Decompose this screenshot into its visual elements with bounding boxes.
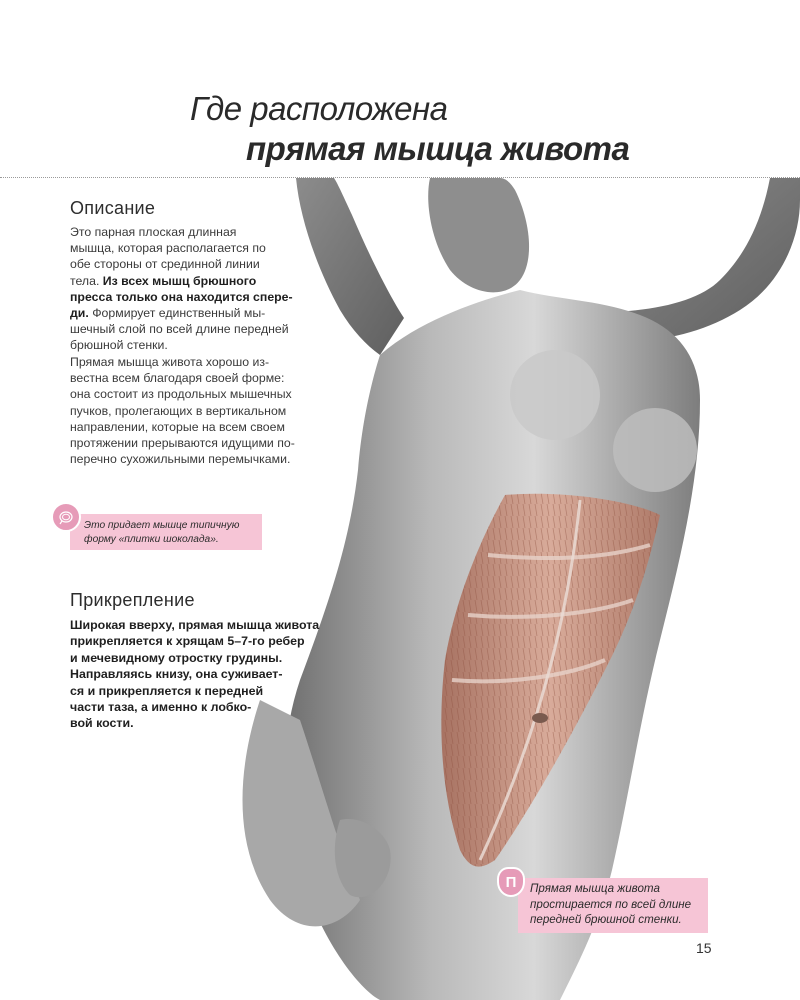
text-line: части таза, а именно к лобко- bbox=[70, 700, 252, 715]
text-line: брюшной стенки. bbox=[70, 338, 168, 353]
navel-shape bbox=[532, 713, 548, 723]
text-line: она состоит из продольных мышечных bbox=[70, 387, 292, 402]
emphasis-text: пресса только она находится спере- bbox=[70, 289, 293, 304]
text-line: протяжении прерываются идущими по- bbox=[70, 436, 295, 451]
description-paragraph-1 bbox=[70, 224, 293, 354]
title-divider bbox=[0, 177, 800, 178]
breast-left-shape bbox=[510, 350, 600, 440]
text-line: направлении, которые на всем своем bbox=[70, 419, 285, 434]
left-arm-shape bbox=[296, 178, 404, 355]
text-line: мышца, которая располагается по bbox=[70, 241, 266, 256]
text-line: и мечевидному отростку грудины. bbox=[70, 650, 283, 665]
text-line: ся и прикрепляется к передней bbox=[70, 683, 264, 698]
note-line: форму «плитки шоколада». bbox=[84, 534, 219, 545]
text-line: Это парная плоская длинная bbox=[70, 225, 237, 239]
text-line bbox=[70, 289, 293, 305]
text-line: пучков, пролегающих в вертикальном bbox=[70, 403, 287, 418]
section-heading-description: Описание bbox=[70, 198, 156, 218]
text-line: Прямая мышца живота хорошо из- bbox=[70, 355, 270, 369]
note-line: передней брюшной стенки. bbox=[530, 913, 682, 926]
emphasis-text: ди. bbox=[70, 306, 89, 321]
breast-right-shape bbox=[613, 408, 697, 492]
text-line: вой кости. bbox=[70, 716, 134, 731]
text-line: шечный слой по всей длине передней bbox=[70, 322, 289, 337]
emphasis-text: Из всех мышц брюшного bbox=[102, 273, 257, 288]
description-paragraph-2 bbox=[70, 354, 295, 467]
text-line: вестна всем благодаря своей форме: bbox=[70, 371, 285, 386]
fingerprint-icon bbox=[51, 502, 81, 532]
text-line: Направляясь книзу, она суживает- bbox=[70, 667, 283, 682]
note-line: Это придает мышце типичную bbox=[84, 520, 240, 531]
page-title-line-2: прямая мышца живота bbox=[246, 130, 630, 167]
text-line: тела. Из всех мышц брюшного bbox=[70, 273, 257, 288]
note-badge-icon: П bbox=[497, 867, 525, 897]
text-line: ди. Формирует единственный мы- bbox=[70, 306, 266, 321]
callout-note-chocolate bbox=[70, 514, 262, 550]
attachment-paragraph bbox=[70, 617, 319, 732]
note-line: простирается по всей длине bbox=[530, 897, 692, 911]
text-line: перечно сухожильными перемычками. bbox=[70, 452, 291, 467]
page-title-line-1: Где расположена bbox=[190, 90, 448, 127]
page-number: 15 bbox=[696, 940, 712, 956]
callout-note-extent bbox=[518, 878, 708, 933]
text-line: обе стороны от срединной линии bbox=[70, 257, 260, 272]
head-shape bbox=[428, 178, 529, 292]
section-heading-attachment: Прикрепление bbox=[70, 590, 195, 610]
note-line: Прямая мышца живота bbox=[530, 882, 660, 895]
text-line: Широкая вверху, прямая мышца живота bbox=[70, 618, 320, 632]
text-line: прикрепляется к хрящам 5–7-го ребер bbox=[70, 634, 305, 649]
